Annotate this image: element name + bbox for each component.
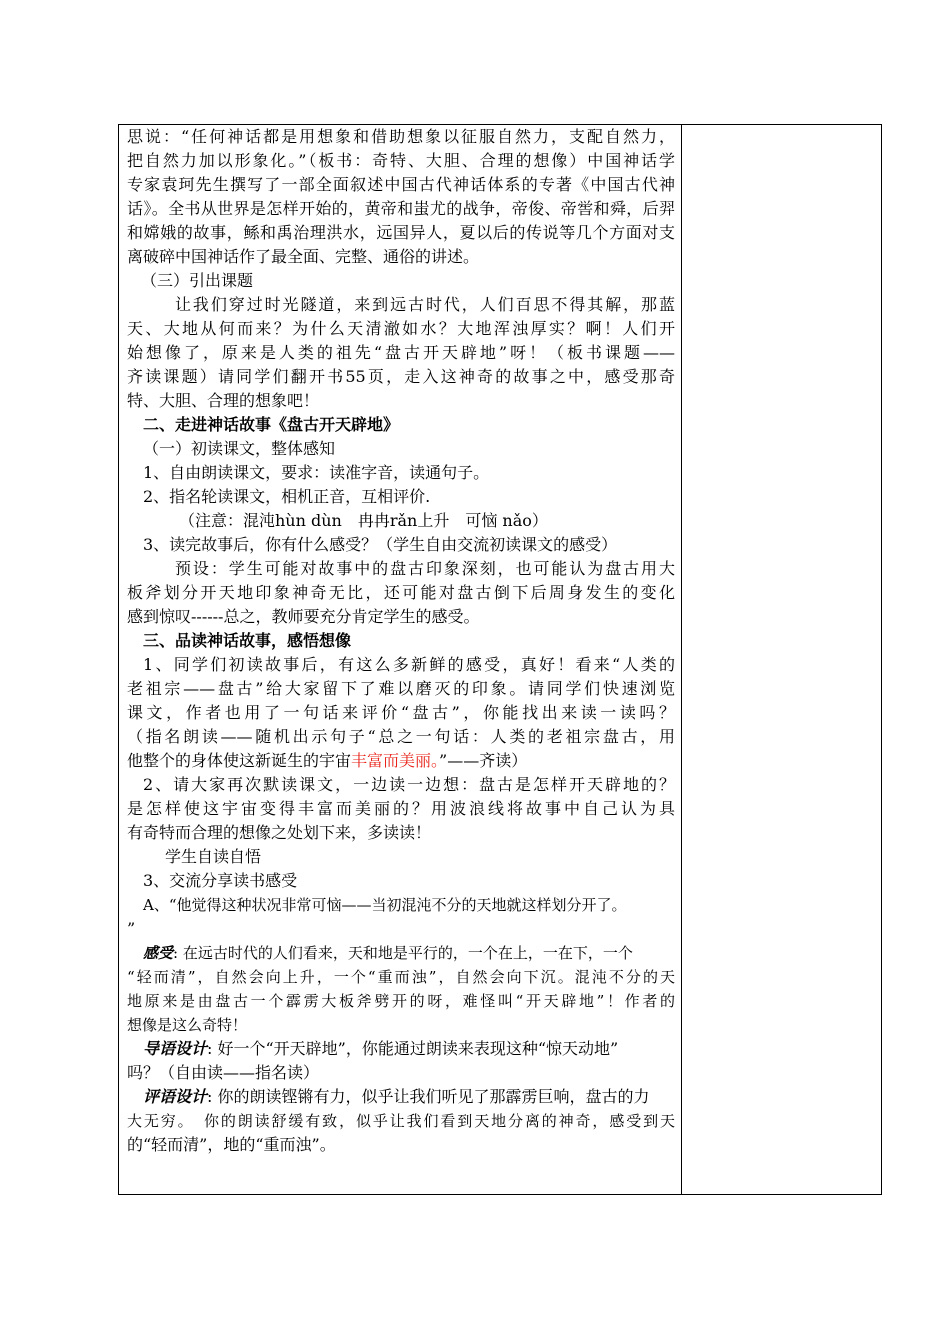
text-line (127, 749, 527, 773)
quote-line: ” (127, 919, 136, 938)
text-line: 课文，作者也用了一句话来评价“盘古”，你能找出来读一读吗？ (127, 703, 675, 722)
text-line: 吗？（自由读——指名读） (127, 1063, 320, 1082)
text-line: 和嫦娥的故事，鲧和禹治理洪水，远国异人，夏以后的传说等几个方面对支 (127, 223, 675, 242)
text-line: （指名朗读——随机出示句子“总之一句话：人类的老祖宗盘古，用 (127, 727, 675, 746)
text-line: 是怎样使这宇宙变得丰富而美丽的？用波浪线将故事中自己认为具 (127, 799, 675, 818)
list-item: 3、交流分享读书感受 (143, 871, 298, 890)
text-line: 想像是这么奇特！ (127, 1016, 248, 1034)
text-line: 把自然力加以形象化。”（板书：奇特、大胆、合理的想像）中国神话学 (127, 151, 675, 170)
text-line: 天、大地从何而来？为什么天清澈如水？大地浑浊厚实？啊！人们开 (127, 319, 675, 338)
text-line (143, 1085, 650, 1109)
column-divider (681, 125, 682, 1194)
text-line (143, 941, 633, 965)
quote-line: A、“他觉得这种状况非常可恼——当初混沌不分的天地就这样划分开了。 (143, 896, 627, 914)
text-line: 让我们穿过时光隧道，来到远古时代，人们百思不得其解，那蓝 (175, 295, 675, 314)
text-line: 专家袁珂先生撰写了一部全面叙述中国古代神话体系的专著《中国古代神 (127, 175, 675, 194)
section-heading: （三）引出课题 (141, 271, 254, 290)
text-line: 始想像了，原来是人类的祖先“盘古开天辟地”呀！（板书课题—— (127, 343, 675, 362)
text-line: 特、大胆、合理的想象吧！ (127, 391, 320, 410)
note-line: （注意：混沌hùn dùn 冉冉rǎn上升 可恼 nǎo） (179, 511, 548, 530)
text-line: 地原来是由盘古一个霹雳大板斧劈开的呀，难怪叫“开天辟地”！作者的 (127, 992, 675, 1010)
text-line: 1、同学们初读故事后，有这么多新鲜的感受，真好！看来“人类的 (143, 655, 675, 674)
section-heading: 三、品读神话故事，感悟想像 (143, 631, 352, 650)
text-line: 大无穷。 你的朗读舒缓有致，似乎让我们看到天地分离的神奇，感受到天 (127, 1112, 675, 1130)
label-comment: 评语设计 (143, 1087, 208, 1106)
text-segment: : 你的朗读铿锵有力，似乎让我们听见了那霹雳巨响，盘古的力 (207, 1087, 650, 1106)
text-segment: ”——齐读） (439, 751, 528, 770)
text-line (143, 1037, 618, 1061)
text-line: 感到惊叹------总之，教师要充分肯定学生的感受。 (127, 607, 480, 626)
text-line: “轻而清”，自然会向上升，一个“重而浊”，自然会向下沉。混沌不分的天 (127, 968, 675, 986)
text-line: 有奇特而合理的想像之处划下来，多读读！ (127, 823, 432, 842)
list-item: 1、自由朗读课文，要求：读准字音，读通句子。 (143, 463, 490, 482)
subsection-heading: （一）初读课文，整体感知 (143, 439, 336, 458)
text-line: 预设：学生可能对故事中的盘古印象深刻，也可能认为盘古用大 (175, 559, 675, 578)
text-line: 学生自读自悟 (165, 847, 262, 866)
label-lead-in: 导语设计 (143, 1039, 208, 1058)
text-line: 老祖宗——盘古”给大家留下了难以磨灭的印象。请同学们快速浏览 (127, 679, 675, 698)
text-line: 2、请大家再次默读课文，一边读一边想：盘古是怎样开天辟地的？ (143, 775, 675, 794)
text-line: 的“轻而清”，地的“重而浊”。 (127, 1135, 336, 1154)
list-item: 2、指名轮读课文，相机正音，互相评价. (143, 487, 431, 506)
lesson-table (118, 124, 882, 1195)
highlighted-phrase: 丰富而美丽。 (351, 751, 440, 770)
text-line: 思说：“任何神话都是用想象和借助想象以征服自然力，支配自然力， (127, 127, 675, 146)
list-item: 3、读完故事后，你有什么感受？（学生自由交流初读课文的感受） (143, 535, 618, 554)
text-segment: 他整个的身体使这新诞生的宇宙 (127, 751, 352, 770)
text-line: 齐读课题）请同学们翻开书55页，走入这神奇的故事之中，感受那奇 (127, 367, 675, 386)
text-segment: : 好一个“开天辟地”，你能通过朗读来表现这种“惊天动地” (207, 1039, 619, 1058)
text-segment: : 在远古时代的人们看来，天和地是平行的，一个在上，一在下，一个 (173, 944, 633, 962)
section-heading: 二、走进神话故事《盘古开天辟地》 (143, 415, 400, 434)
text-line: 离破碎中国神话作了最全面、完整、通俗的讲述。 (127, 247, 480, 266)
label-feeling: 感受 (143, 944, 174, 962)
text-line: 话》。全书从世界是怎样开始的，黄帝和蚩尤的战争，帝俊、帝喾和舜，后羿 (127, 199, 675, 218)
text-line: 板斧划分开天地印象神奇无比，还可能对盘古倒下后周身发生的变化 (127, 583, 675, 602)
